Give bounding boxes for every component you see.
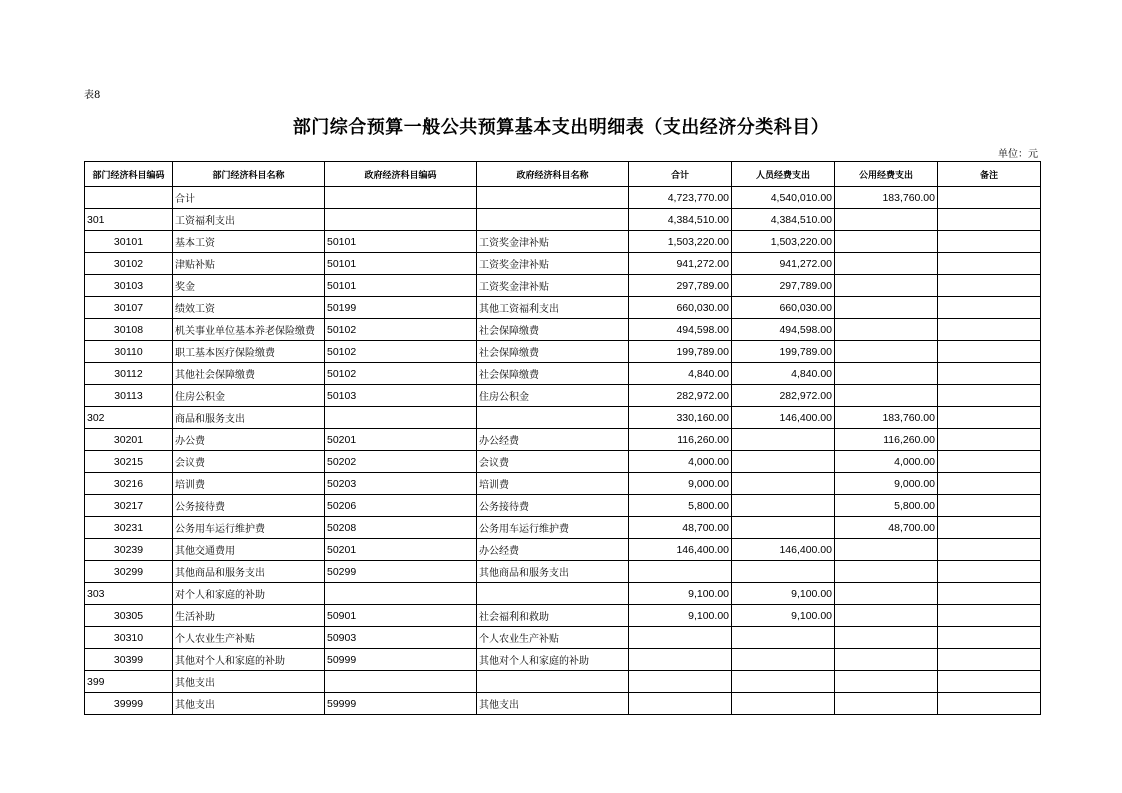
total-cell: 282,972.00 <box>629 385 732 407</box>
table-row <box>85 231 1041 253</box>
gov-code-cell: 50901 <box>325 605 477 627</box>
note-cell <box>938 275 1041 297</box>
dept-code-cell: 30101 <box>85 231 173 253</box>
table-body <box>85 187 1041 715</box>
personnel-cell: 941,272.00 <box>732 253 835 275</box>
gov-name-cell: 社会保障缴费 <box>477 319 629 341</box>
note-cell <box>938 209 1041 231</box>
gov-code-cell: 50903 <box>325 627 477 649</box>
total-cell: 4,723,770.00 <box>629 187 732 209</box>
total-cell: 941,272.00 <box>629 253 732 275</box>
note-cell <box>938 451 1041 473</box>
total-cell: 5,800.00 <box>629 495 732 517</box>
table-row <box>85 275 1041 297</box>
total-cell: 297,789.00 <box>629 275 732 297</box>
total-cell: 9,100.00 <box>629 583 732 605</box>
public-cell: 183,760.00 <box>835 187 938 209</box>
gov-name-cell <box>477 671 629 693</box>
gov-code-cell: 50101 <box>325 275 477 297</box>
gov-name-cell <box>477 209 629 231</box>
header-gov-name: 政府经济科目名称 <box>477 162 629 187</box>
dept-name-cell: 基本工资 <box>173 231 325 253</box>
public-cell <box>835 627 938 649</box>
total-cell <box>629 693 732 715</box>
header-public: 公用经费支出 <box>835 162 938 187</box>
note-cell <box>938 407 1041 429</box>
total-cell: 199,789.00 <box>629 341 732 363</box>
gov-name-cell: 培训费 <box>477 473 629 495</box>
public-cell <box>835 275 938 297</box>
personnel-cell: 660,030.00 <box>732 297 835 319</box>
gov-name-cell: 工资奖金津补贴 <box>477 275 629 297</box>
dept-name-cell: 会议费 <box>173 451 325 473</box>
dept-code-cell: 301 <box>85 209 173 231</box>
public-cell: 4,000.00 <box>835 451 938 473</box>
table-row <box>85 671 1041 693</box>
public-cell: 9,000.00 <box>835 473 938 495</box>
gov-code-cell: 50102 <box>325 319 477 341</box>
table-row <box>85 341 1041 363</box>
header-note: 备注 <box>938 162 1041 187</box>
note-cell <box>938 583 1041 605</box>
total-cell <box>629 561 732 583</box>
public-cell <box>835 297 938 319</box>
personnel-cell: 4,384,510.00 <box>732 209 835 231</box>
public-cell <box>835 385 938 407</box>
dept-name-cell: 公务用车运行维护费 <box>173 517 325 539</box>
gov-name-cell: 工资奖金津补贴 <box>477 231 629 253</box>
note-cell <box>938 363 1041 385</box>
note-cell <box>938 429 1041 451</box>
personnel-cell <box>732 627 835 649</box>
gov-name-cell: 其他对个人和家庭的补助 <box>477 649 629 671</box>
personnel-cell: 282,972.00 <box>732 385 835 407</box>
gov-name-cell: 个人农业生产补贴 <box>477 627 629 649</box>
dept-code-cell <box>85 187 173 209</box>
total-cell: 1,503,220.00 <box>629 231 732 253</box>
note-cell <box>938 517 1041 539</box>
personnel-cell <box>732 517 835 539</box>
gov-code-cell: 50101 <box>325 231 477 253</box>
dept-name-cell: 工资福利支出 <box>173 209 325 231</box>
note-cell <box>938 649 1041 671</box>
gov-code-cell <box>325 209 477 231</box>
note-cell <box>938 693 1041 715</box>
dept-name-cell: 其他对个人和家庭的补助 <box>173 649 325 671</box>
public-cell <box>835 253 938 275</box>
gov-name-cell: 其他商品和服务支出 <box>477 561 629 583</box>
dept-code-cell: 30113 <box>85 385 173 407</box>
note-cell <box>938 341 1041 363</box>
page-title: 部门综合预算一般公共预算基本支出明细表（支出经济分类科目） <box>292 117 830 138</box>
dept-code-cell: 30216 <box>85 473 173 495</box>
table-row <box>85 429 1041 451</box>
note-cell <box>938 297 1041 319</box>
gov-name-cell: 会议费 <box>477 451 629 473</box>
personnel-cell: 494,598.00 <box>732 319 835 341</box>
public-cell <box>835 319 938 341</box>
dept-code-cell: 30310 <box>85 627 173 649</box>
gov-code-cell: 50203 <box>325 473 477 495</box>
personnel-cell <box>732 649 835 671</box>
table-row <box>85 253 1041 275</box>
total-cell: 9,000.00 <box>629 473 732 495</box>
dept-code-cell: 30108 <box>85 319 173 341</box>
dept-code-cell: 30103 <box>85 275 173 297</box>
public-cell: 5,800.00 <box>835 495 938 517</box>
header-gov-code: 政府经济科目编码 <box>325 162 477 187</box>
gov-code-cell: 50202 <box>325 451 477 473</box>
table-row <box>85 187 1041 209</box>
dept-code-cell: 303 <box>85 583 173 605</box>
personnel-cell: 297,789.00 <box>732 275 835 297</box>
personnel-cell: 9,100.00 <box>732 605 835 627</box>
gov-name-cell <box>477 407 629 429</box>
header-dept-code: 部门经济科目编码 <box>85 162 173 187</box>
public-cell: 183,760.00 <box>835 407 938 429</box>
dept-name-cell: 职工基本医疗保险缴费 <box>173 341 325 363</box>
gov-name-cell: 社会保障缴费 <box>477 363 629 385</box>
public-cell: 48,700.00 <box>835 517 938 539</box>
dept-code-cell: 30299 <box>85 561 173 583</box>
personnel-cell <box>732 693 835 715</box>
table-row <box>85 297 1041 319</box>
dept-code-cell: 30102 <box>85 253 173 275</box>
dept-name-cell: 商品和服务支出 <box>173 407 325 429</box>
total-cell <box>629 649 732 671</box>
total-cell: 4,384,510.00 <box>629 209 732 231</box>
total-cell <box>629 671 732 693</box>
personnel-cell: 4,840.00 <box>732 363 835 385</box>
dept-name-cell: 其他支出 <box>173 671 325 693</box>
gov-code-cell <box>325 671 477 693</box>
dept-name-cell: 其他支出 <box>173 693 325 715</box>
total-cell: 330,160.00 <box>629 407 732 429</box>
dept-name-cell: 机关事业单位基本养老保险缴费 <box>173 319 325 341</box>
public-cell <box>835 539 938 561</box>
dept-code-cell: 30112 <box>85 363 173 385</box>
table-row <box>85 649 1041 671</box>
note-cell <box>938 605 1041 627</box>
gov-code-cell: 50103 <box>325 385 477 407</box>
personnel-cell: 146,400.00 <box>732 407 835 429</box>
personnel-cell <box>732 473 835 495</box>
table-row <box>85 451 1041 473</box>
table-row <box>85 627 1041 649</box>
gov-code-cell: 50101 <box>325 253 477 275</box>
gov-name-cell: 公务用车运行维护费 <box>477 517 629 539</box>
note-cell <box>938 495 1041 517</box>
gov-name-cell: 公务接待费 <box>477 495 629 517</box>
gov-code-cell <box>325 407 477 429</box>
gov-name-cell: 住房公积金 <box>477 385 629 407</box>
dept-name-cell: 奖金 <box>173 275 325 297</box>
dept-code-cell: 30215 <box>85 451 173 473</box>
personnel-cell: 199,789.00 <box>732 341 835 363</box>
gov-name-cell: 工资奖金津补贴 <box>477 253 629 275</box>
dept-code-cell: 30217 <box>85 495 173 517</box>
table-row <box>85 539 1041 561</box>
gov-code-cell: 59999 <box>325 693 477 715</box>
public-cell <box>835 605 938 627</box>
gov-code-cell: 50199 <box>325 297 477 319</box>
table-row <box>85 561 1041 583</box>
gov-code-cell: 50102 <box>325 341 477 363</box>
public-cell <box>835 231 938 253</box>
table-row <box>85 473 1041 495</box>
table-row <box>85 517 1041 539</box>
note-cell <box>938 561 1041 583</box>
dept-code-cell: 302 <box>85 407 173 429</box>
note-cell <box>938 473 1041 495</box>
note-cell <box>938 539 1041 561</box>
gov-code-cell <box>325 583 477 605</box>
table-row <box>85 693 1041 715</box>
table-row <box>85 495 1041 517</box>
public-cell <box>835 341 938 363</box>
total-cell: 146,400.00 <box>629 539 732 561</box>
header-total: 合计 <box>629 162 732 187</box>
gov-code-cell: 50208 <box>325 517 477 539</box>
gov-name-cell: 办公经费 <box>477 539 629 561</box>
dept-name-cell: 生活补助 <box>173 605 325 627</box>
public-cell <box>835 583 938 605</box>
dept-name-cell: 个人农业生产补贴 <box>173 627 325 649</box>
gov-name-cell: 社会保障缴费 <box>477 341 629 363</box>
gov-code-cell: 50999 <box>325 649 477 671</box>
dept-name-cell: 合计 <box>173 187 325 209</box>
note-cell <box>938 231 1041 253</box>
note-cell <box>938 187 1041 209</box>
dept-code-cell: 30399 <box>85 649 173 671</box>
dept-name-cell: 公务接待费 <box>173 495 325 517</box>
dept-name-cell: 住房公积金 <box>173 385 325 407</box>
dept-code-cell: 30201 <box>85 429 173 451</box>
dept-name-cell: 培训费 <box>173 473 325 495</box>
note-cell <box>938 253 1041 275</box>
gov-name-cell <box>477 187 629 209</box>
dept-code-cell: 39999 <box>85 693 173 715</box>
table-row <box>85 407 1041 429</box>
unit-label: 单位：元 <box>998 149 1038 160</box>
dept-code-cell: 30305 <box>85 605 173 627</box>
personnel-cell <box>732 495 835 517</box>
personnel-cell: 9,100.00 <box>732 583 835 605</box>
expenditure-table <box>84 161 1041 715</box>
gov-code-cell: 50102 <box>325 363 477 385</box>
gov-code-cell: 50201 <box>325 539 477 561</box>
table-row <box>85 363 1041 385</box>
header-personnel: 人员经费支出 <box>732 162 835 187</box>
public-cell <box>835 693 938 715</box>
dept-name-cell: 其他社会保障缴费 <box>173 363 325 385</box>
personnel-cell <box>732 671 835 693</box>
gov-code-cell: 50201 <box>325 429 477 451</box>
dept-code-cell: 399 <box>85 671 173 693</box>
gov-name-cell <box>477 583 629 605</box>
table-row <box>85 209 1041 231</box>
dept-name-cell: 对个人和家庭的补助 <box>173 583 325 605</box>
note-cell <box>938 671 1041 693</box>
public-cell: 116,260.00 <box>835 429 938 451</box>
dept-code-cell: 30110 <box>85 341 173 363</box>
dept-code-cell: 30107 <box>85 297 173 319</box>
note-cell <box>938 627 1041 649</box>
gov-name-cell: 其他支出 <box>477 693 629 715</box>
table-row <box>85 605 1041 627</box>
personnel-cell: 146,400.00 <box>732 539 835 561</box>
dept-name-cell: 办公费 <box>173 429 325 451</box>
header-dept-name: 部门经济科目名称 <box>173 162 325 187</box>
note-cell <box>938 319 1041 341</box>
public-cell <box>835 649 938 671</box>
dept-code-cell: 30239 <box>85 539 173 561</box>
gov-code-cell: 50206 <box>325 495 477 517</box>
gov-code-cell <box>325 187 477 209</box>
note-cell <box>938 385 1041 407</box>
gov-name-cell: 社会福利和救助 <box>477 605 629 627</box>
total-cell: 494,598.00 <box>629 319 732 341</box>
dept-name-cell: 绩效工资 <box>173 297 325 319</box>
table-number: 表8 <box>84 90 101 101</box>
dept-name-cell: 津贴补贴 <box>173 253 325 275</box>
total-cell: 48,700.00 <box>629 517 732 539</box>
table-header-row <box>85 162 1041 187</box>
table-row <box>85 583 1041 605</box>
public-cell <box>835 363 938 385</box>
total-cell: 9,100.00 <box>629 605 732 627</box>
dept-name-cell: 其他交通费用 <box>173 539 325 561</box>
public-cell <box>835 561 938 583</box>
dept-code-cell: 30231 <box>85 517 173 539</box>
personnel-cell: 4,540,010.00 <box>732 187 835 209</box>
total-cell <box>629 627 732 649</box>
total-cell: 660,030.00 <box>629 297 732 319</box>
personnel-cell: 1,503,220.00 <box>732 231 835 253</box>
gov-name-cell: 其他工资福利支出 <box>477 297 629 319</box>
total-cell: 4,000.00 <box>629 451 732 473</box>
personnel-cell <box>732 451 835 473</box>
total-cell: 4,840.00 <box>629 363 732 385</box>
gov-code-cell: 50299 <box>325 561 477 583</box>
gov-name-cell: 办公经费 <box>477 429 629 451</box>
total-cell: 116,260.00 <box>629 429 732 451</box>
table-row <box>85 319 1041 341</box>
personnel-cell <box>732 561 835 583</box>
public-cell <box>835 209 938 231</box>
dept-name-cell: 其他商品和服务支出 <box>173 561 325 583</box>
personnel-cell <box>732 429 835 451</box>
table-row <box>85 385 1041 407</box>
public-cell <box>835 671 938 693</box>
